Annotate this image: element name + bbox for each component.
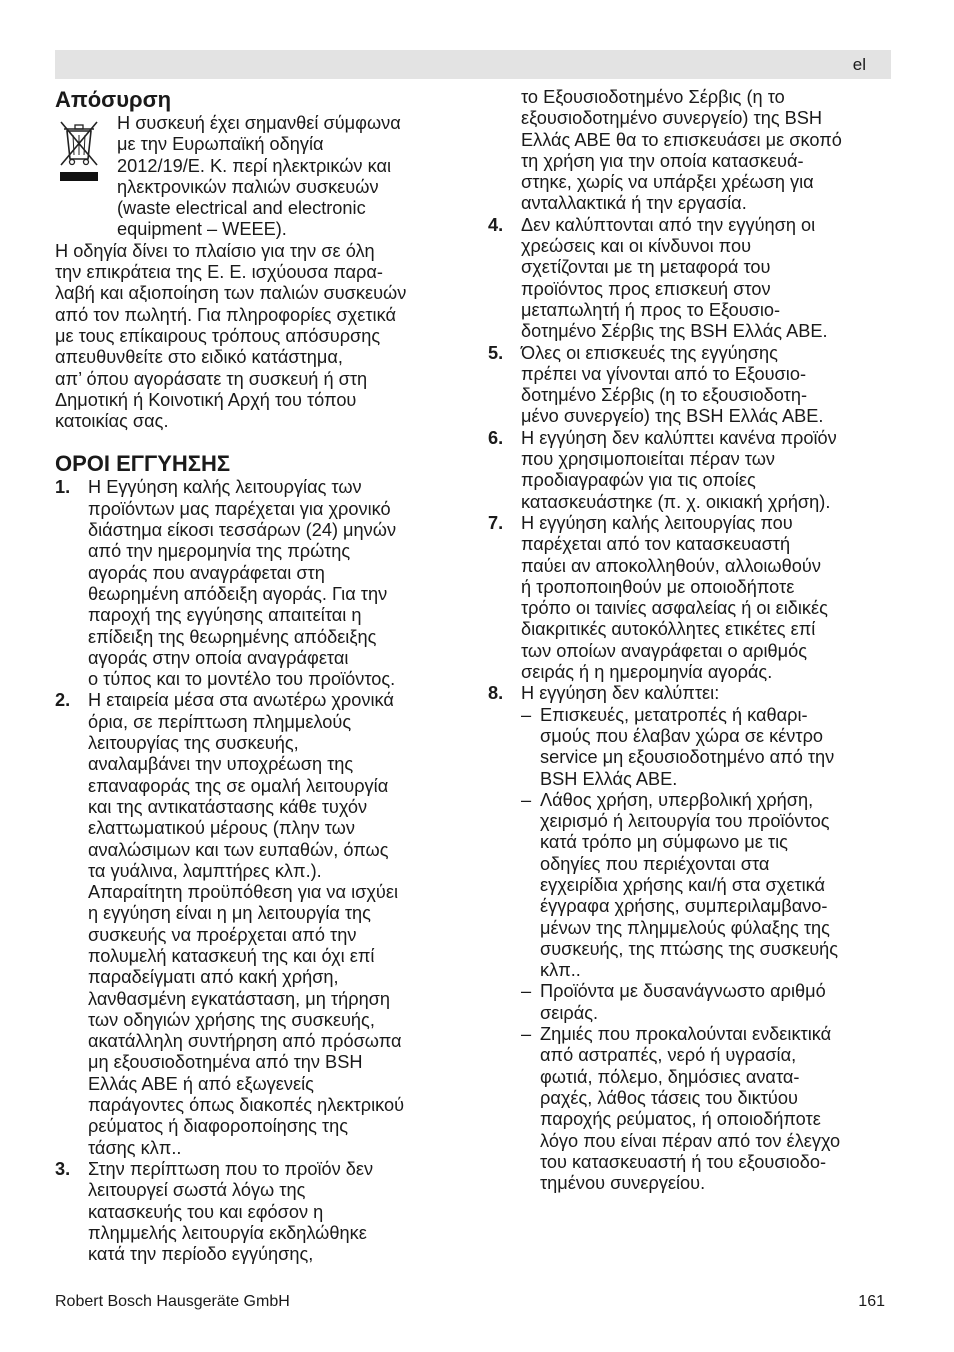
- text-line: την επικράτεια της Ε. Ε. ισχύουσα παρα-: [55, 262, 383, 283]
- item-text: [88, 477, 457, 690]
- text-line: Η συσκευή έχει σημανθεί σύμφωνα: [117, 113, 401, 133]
- text-line: ο τύπος και το μοντέλο του προϊόντος.: [88, 669, 396, 690]
- text-line: διακριτικές αυτοκόλλητες ετικέτες επί: [521, 619, 816, 640]
- text-line: Η εγγύηση καλής λειτουργίας που: [521, 512, 793, 533]
- text-line: των οποίων αναγράφεται ο αριθμός: [521, 640, 807, 661]
- text-line: ηλεκτρονικών παλιών συσκευών: [117, 176, 379, 197]
- text-line: θεωρημένη απόδειξη αγοράς. Για την: [88, 583, 388, 604]
- item-number: 5.: [488, 342, 504, 363]
- text-line: παρέχεται από τον κατασκευαστή: [521, 534, 791, 555]
- item-number: 8.: [488, 683, 504, 704]
- text-line: συσκευής, της πτώσης της συσκευής: [540, 938, 839, 959]
- text-line: Λάθος χρήση, υπερβολική χρήση,: [540, 789, 814, 810]
- item-text: [521, 87, 893, 215]
- warranty-item-3: [55, 1159, 457, 1265]
- text-line: προϊόντος προς επισκευή στον: [521, 278, 771, 299]
- text-line: (waste electrical and electronic: [117, 198, 366, 219]
- exclusion-subitem: [521, 1024, 893, 1194]
- text-line: από αστραπές, νερό ή υγρασία,: [540, 1045, 797, 1066]
- text-line: λειτουργίας της συσκευής,: [88, 733, 299, 754]
- text-line: μη εξουσιοδοτημένα από την BSH: [88, 1052, 363, 1073]
- text-line: Η εγγύηση δεν καλύπτει:: [521, 683, 720, 704]
- text-line: κατοικίας σας.: [55, 411, 169, 432]
- text-line: με την Ευρωπαϊκή οδηγία: [117, 134, 324, 155]
- text-line: τημένου συνεργείου.: [540, 1173, 706, 1194]
- text-line: αγοράς στην οποία αναγράφεται: [88, 647, 349, 668]
- text-line: Ελλάς ΑΒΕ θα το επισκευάσει με σκοπό: [521, 129, 842, 150]
- dash-bullet: –: [521, 704, 532, 725]
- text-line: BSH Ελλάς ΑΒΕ.: [540, 768, 678, 789]
- warranty-heading: ΟΡΟΙ ΕΓΓΥΗΣΗΣ: [55, 451, 231, 477]
- right-column: [488, 87, 893, 1194]
- warranty-item-6: [488, 428, 893, 513]
- text-line: λανθασμένη εγκατάσταση, μη τήρηση: [88, 988, 391, 1009]
- item-text: [88, 1159, 457, 1265]
- text-line: αγοράς που αναγράφεται στη: [88, 562, 325, 583]
- text-line: service μη εξουσιοδοτημένο από την: [540, 747, 835, 768]
- footer-company: Robert Bosch Hausgeräte GmbH: [55, 1293, 290, 1310]
- text-line: εγχειρίδια χρήσης και/ή στα σχετικά: [540, 874, 826, 895]
- item-number: 7.: [488, 512, 504, 533]
- text-line: equipment – WEEE).: [117, 219, 287, 240]
- text-line: τη χρήση για την οποία κατασκευά-: [521, 150, 804, 171]
- text-line: που χρησιμοποιείται πέραν των: [521, 449, 776, 470]
- item-text: [521, 428, 893, 513]
- header-bar: [55, 50, 891, 79]
- subitem-text: [540, 981, 826, 1024]
- text-line: ακατάλληλη συντήρηση από πρόσωπα: [88, 1031, 402, 1052]
- text-line: συσκευής να προέρχεται από την: [88, 924, 357, 945]
- text-line: εξουσιοδοτημένο συνεργείο) της BSH: [521, 108, 823, 129]
- text-line: Δεν καλύπτονται από την εγγύηση οι: [521, 214, 816, 235]
- text-line: πλημμελής λειτουργία εκδηλώθηκε: [88, 1222, 367, 1243]
- text-line: σχετίζονται με τη μεταφορά του: [521, 257, 771, 278]
- dash-bullet: –: [521, 1024, 532, 1045]
- item-number: 4.: [488, 214, 504, 235]
- left-column: [55, 87, 457, 1265]
- item-text: [521, 513, 893, 683]
- text-line: μένο συνεργείο) της BSH Ελλάς ΑΒΕ.: [521, 406, 824, 427]
- weee-text: [117, 113, 457, 241]
- item-text: [521, 343, 893, 428]
- disposal-heading: Απόσυρση: [55, 87, 172, 112]
- subitem-text: [540, 1024, 840, 1194]
- text-line: κλπ..: [540, 960, 581, 981]
- text-line: κατασκευάστηκε (π. χ. οικιακή χρήση).: [521, 491, 831, 512]
- item-number: 6.: [488, 427, 504, 448]
- text-line: Επισκευές, μετατροπές ή καθαρι-: [540, 704, 808, 725]
- warranty-item-2: [55, 690, 457, 1159]
- subitem-text: [540, 705, 834, 790]
- text-line: Ζημιές που προκαλούνται ενδεικτικά: [540, 1024, 832, 1045]
- text-line: σειράς ή η ημερομηνία αγοράς.: [521, 662, 773, 683]
- warranty-item-7: [488, 513, 893, 683]
- text-line: σειράς.: [540, 1002, 599, 1023]
- item-number: 2.: [55, 690, 71, 711]
- page-number: 161: [858, 1293, 885, 1310]
- warranty-item-5: [488, 343, 893, 428]
- warranty-item-4: [488, 215, 893, 343]
- text-line: οδηγίες που περιέχονται στα: [540, 853, 770, 874]
- text-line: Η εγγύηση δεν καλύπτει κανένα προϊόν: [521, 427, 837, 448]
- text-line: Ελλάς ΑΒΕ ή από εξωγενείς: [88, 1073, 314, 1094]
- text-line: του κατασκευαστή ή του εξουσιοδο-: [540, 1151, 827, 1172]
- text-line: δοτημένο Σέρβις της BSH Ελλάς ΑΒΕ.: [521, 321, 828, 342]
- text-line: Η οδηγία δίνει το πλαίσιο για την σε όλη: [55, 240, 375, 261]
- text-line: πρέπει να γίνονται από το Εξουσιο-: [521, 363, 806, 384]
- text-line: τα γυάλινα, λαμπτήρες κλπ.).: [88, 860, 322, 881]
- text-line: σμούς που έλαβαν χώρα σε κέντρο: [540, 725, 824, 746]
- text-line: κατά την περίοδο εγγύησης,: [88, 1244, 314, 1265]
- text-line: ραχές, λάθος τάσεις του δικτύου: [540, 1087, 798, 1108]
- text-line: χειρισμό ή λειτουργία του προϊόντος: [540, 811, 830, 832]
- text-line: ανταλλακτικά ή την εργασία.: [521, 193, 747, 214]
- text-line: παροχής ρεύματος, ή οποιοδήποτε: [540, 1109, 821, 1130]
- text-line: Προϊόντα με δυσανάγνωστο αριθμό: [540, 981, 826, 1002]
- text-line: χρεώσεις και οι κίνδυνοι που: [521, 236, 752, 257]
- text-line: αναλαμβάνει την υποχρέωση της: [88, 754, 354, 775]
- text-line: ρεύματος ή διαφοροποίησης της: [88, 1116, 348, 1137]
- item-number: 3.: [55, 1158, 71, 1179]
- exclusion-subitem: [521, 981, 893, 1024]
- text-line: η εγγύηση είναι η μη λειτουργία της: [88, 903, 371, 924]
- text-line: επίδειξη της θεωρημένης απόδειξης: [88, 626, 377, 647]
- text-line: Η εταιρεία μέσα στα ανωτέρω χρονικά: [88, 690, 394, 711]
- text-line: και της αντικατάστασης κάθε τυχόν: [88, 796, 368, 817]
- text-line: λόγο που είναι πέραν από τον έλεγχο: [540, 1130, 841, 1151]
- text-line: διάστημα είκοσι τεσσάρων (24) μηνών: [88, 520, 397, 541]
- item-text: [521, 215, 893, 343]
- text-line: απευθυνθείτε στο ειδικό κατάστημα,: [55, 347, 343, 368]
- text-line: το Εξουσιοδοτημένο Σέρβις (η το: [521, 87, 785, 107]
- language-code: el: [852, 55, 866, 74]
- text-line: φωτιά, πόλεμο, δημόσιες ανατα-: [540, 1066, 800, 1087]
- text-line: λειτουργεί σωστά λόγω της: [88, 1180, 306, 1201]
- text-line: με τους επίκαιρους τρόπους απόσυρσης: [55, 325, 381, 346]
- text-line: Δημοτική ή Κοινοτική Αρχή του τόπου: [55, 389, 357, 410]
- text-line: παροχή της εγγύησης απαιτείται η: [88, 605, 362, 626]
- text-line: προδιαγραφών για τις οποίες: [521, 470, 756, 491]
- text-line: απ’ όπου αγοράσατε τη συσκευή ή στη: [55, 368, 368, 389]
- text-line: επαναφοράς της σε ομαλή λειτουργία: [88, 775, 389, 796]
- item-text: [88, 690, 457, 1159]
- text-line: δοτημένο Σέρβις (η το εξουσιοδοτη-: [521, 385, 808, 406]
- item-number: 1.: [55, 477, 71, 498]
- text-line: μένων της πλημμελούς φύλαξης της: [540, 917, 830, 938]
- text-line: τάσης κλπ..: [88, 1137, 182, 1158]
- dash-bullet: –: [521, 981, 532, 1002]
- warranty-item-8: [488, 683, 893, 1194]
- text-line: Όλες οι επισκευές της εγγύησης: [521, 342, 778, 363]
- text-line: παράγοντες όπως διακοπές ηλεκτρικού: [88, 1095, 405, 1116]
- text-line: ή τροποποιηθούν με οποιοδήποτε: [521, 576, 795, 597]
- subitem-text: [540, 790, 838, 982]
- dash-bullet: –: [521, 789, 532, 810]
- weee-block: [55, 113, 457, 241]
- text-line: στηκε, χωρίς να υπάρξει χρέωση για: [521, 172, 814, 193]
- text-line: όρια, σε περίπτωση πλημμελούς: [88, 711, 352, 732]
- text-line: των οδηγιών χρήσης της συσκευής,: [88, 1009, 375, 1030]
- crossed-bin-icon: [57, 113, 111, 241]
- exclusion-subitem: [521, 705, 893, 790]
- text-line: Απαραίτητη προϋπόθεση για να ισχύει: [88, 882, 398, 903]
- text-line: ελαττωματικού μέρους (πλην των: [88, 818, 355, 839]
- text-line: Στην περίπτωση που το προϊόν δεν: [88, 1158, 374, 1179]
- text-line: παραδείγματι από κακή χρήση,: [88, 967, 339, 988]
- text-line: προϊόντων μας παρέχεται για χρονικό: [88, 498, 391, 519]
- text-line: τρόπο οι ταινίες ασφαλείας ή οι ειδικές: [521, 598, 828, 619]
- warranty-item-3-continued: [488, 87, 893, 215]
- text-line: έγγραφα χρήσης, συμπεριλαμβανο-: [540, 896, 828, 917]
- text-line: παύει αν αποκολληθούν, αλλοιωθούν: [521, 555, 821, 576]
- text-line: Η Εγγύηση καλής λειτουργίας των: [88, 477, 362, 498]
- text-line: λαβή και αξιοποίηση των παλιών συσκευών: [55, 283, 407, 304]
- text-line: κατασκευής του και εφόσον η: [88, 1201, 324, 1222]
- text-line: κατά τρόπο μη σύμφωνο με τις: [540, 832, 788, 853]
- text-line: μεταπωλητή ή προς το Εξουσιο-: [521, 299, 781, 320]
- text-line: πολυμελή κατασκευή της και όχι επί: [88, 945, 375, 966]
- disposal-paragraph: [55, 241, 457, 433]
- text-line: 2012/19/Ε. Κ. περί ηλεκτρικών και: [117, 155, 391, 176]
- exclusion-subitem: [521, 790, 893, 982]
- text-line: αναλώσιμων και των ευπαθών, όπως: [88, 839, 389, 860]
- text-line: από τον πωλητή. Για πληροφορίες σχετικά: [55, 304, 396, 325]
- item-text: [521, 683, 893, 1194]
- warranty-item-1: [55, 477, 457, 690]
- text-line: από την ημερομηνία της πρώτης: [88, 541, 351, 562]
